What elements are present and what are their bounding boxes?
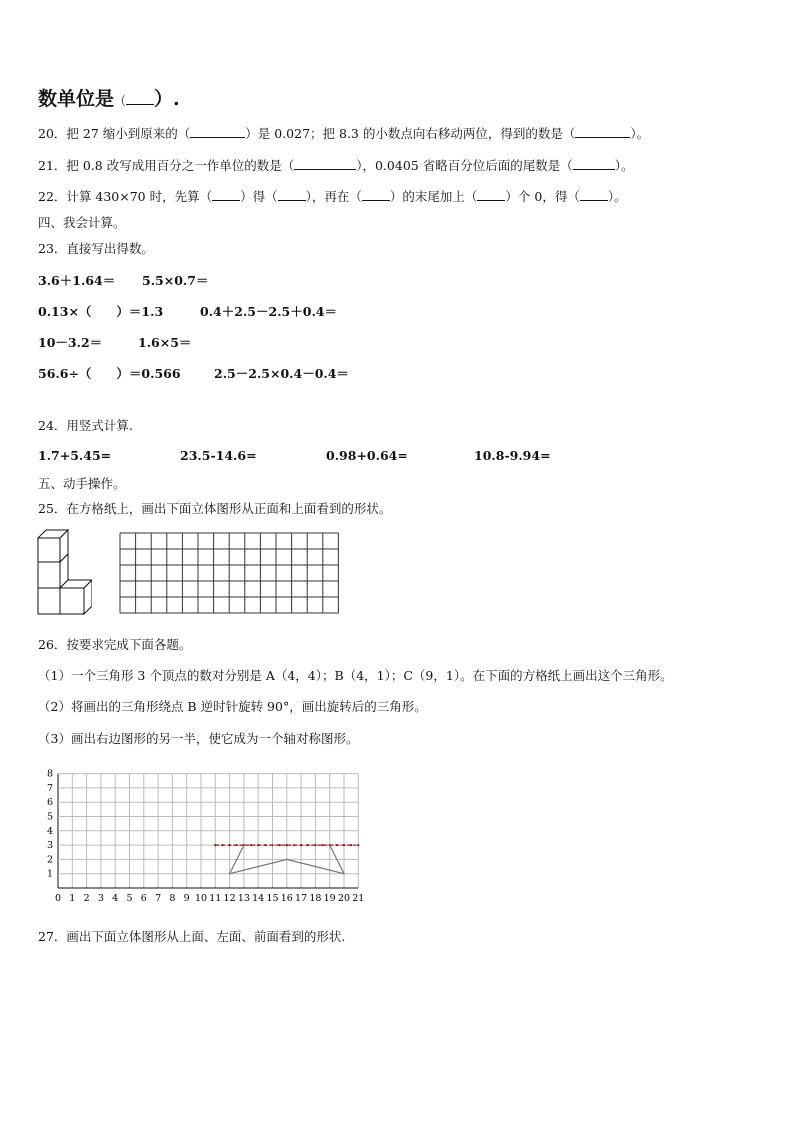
y-tick-label: 7 (46, 782, 54, 794)
section-4-heading: 四、我会计算。 (38, 215, 126, 230)
x-tick-label: 5 (126, 893, 133, 904)
x-tick-label: 4 (112, 893, 119, 904)
question-22: 22．计算 430×70 时，先算（ ）得（ ），再在（ ）的末尾加上（ ）个 0，得（ ）。 (38, 189, 627, 204)
y-tick-label: 5 (46, 811, 54, 823)
answer-blank[interactable] (294, 158, 356, 170)
x-tick-label: 7 (155, 893, 162, 904)
x-tick-label: 16 (280, 893, 293, 904)
calc-item: 0.4＋2.5－2.5＋0.4＝ (200, 304, 337, 319)
x-tick-label: 9 (183, 893, 190, 904)
axis-dot (286, 844, 288, 846)
x-tick-label: 6 (140, 893, 147, 904)
y-tick-label: 3 (46, 840, 54, 852)
answer-blank[interactable] (580, 189, 608, 201)
axis-dot (214, 844, 216, 846)
axis-dot (350, 844, 352, 846)
answer-blank[interactable] (212, 189, 240, 201)
x-tick-label: 3 (97, 893, 104, 904)
answer-blank[interactable] (362, 189, 390, 201)
header-fragment: 数单位是（ ）. (38, 88, 180, 110)
axis-dot (250, 844, 252, 846)
question-26-sub1: （1）一个三角形 3 个顶点的数对分别是 A（4，4）；B（4，1）；C（9，1）。在下面的方格纸上画出这个三角形。 (38, 668, 673, 683)
x-tick-label: 13 (237, 893, 250, 904)
axis-dot (293, 844, 295, 846)
axis-dot (257, 844, 259, 846)
question-27-title: 27．画出下面立体图形从上面、左面、前面看到的形状. (38, 929, 346, 944)
calc-item: 10－3.2＝ (38, 335, 103, 350)
x-tick-label: 0 (54, 893, 62, 904)
x-tick-label: 1 (69, 893, 76, 904)
axis-dot (307, 844, 309, 846)
vertical-calc-item: 1.7+5.45= (38, 448, 112, 463)
x-tick-label: 18 (309, 893, 322, 904)
cube-stack-figure (36, 528, 92, 620)
x-tick-label: 20 (337, 893, 351, 904)
question-25-title: 25．在方格纸上，画出下面立体图形从正面和上面看到的形状。 (38, 501, 392, 516)
x-tick-label: 15 (266, 893, 279, 904)
answer-blank[interactable] (278, 189, 306, 201)
axis-dot (343, 844, 345, 846)
axis-dot (314, 844, 316, 846)
square-grid-paper[interactable] (118, 531, 340, 615)
calc-item: 3.6＋1.64＝ (38, 273, 116, 288)
calc-item: 2.5－2.5×0.4－0.4＝ (214, 366, 349, 381)
calc-item: 1.6×5＝ (138, 335, 192, 350)
axis-dot (321, 844, 323, 846)
question-21: 21．把 0.8 改写成用百分之一作单位的数是（ ），0.0405 省略百分位后面的尾数是（ ）。 (38, 158, 634, 173)
x-tick-label: 11 (209, 893, 222, 904)
axis-dot (264, 844, 266, 846)
axis-dot (271, 844, 273, 846)
axis-dot (236, 844, 238, 846)
x-tick-label: 14 (252, 893, 265, 904)
x-tick-label: 10 (194, 893, 208, 904)
axis-dot (336, 844, 338, 846)
calc-item: 0.13×（ ）＝1.3 (38, 304, 164, 319)
answer-blank[interactable] (575, 126, 630, 138)
x-tick-label: 8 (169, 893, 176, 904)
section-5-heading: 五、动手操作。 (38, 476, 126, 491)
axis-dot (229, 844, 231, 846)
x-tick-label: 19 (323, 893, 336, 904)
answer-blank[interactable] (573, 158, 615, 170)
answer-blank[interactable] (190, 126, 245, 138)
vertical-calc-item: 0.98+0.64= (326, 448, 408, 463)
question-20: 20．把 27 缩小到原来的（ ）是 0.027；把 8.3 的小数点向右移动两位，得到的数是（ ）。 (38, 126, 650, 141)
x-tick-label: 17 (295, 893, 308, 904)
calc-item: 56.6÷（ ）＝0.566 (38, 366, 181, 381)
y-tick-label: 2 (46, 854, 54, 866)
axis-dot (279, 844, 281, 846)
axis-dot (221, 844, 223, 846)
answer-blank[interactable] (126, 93, 154, 105)
question-26-sub3: （3）画出右边图形的另一半，使它成为一个轴对称图形。 (38, 731, 359, 746)
calc-item: 5.5×0.7＝ (142, 273, 209, 288)
y-tick-label: 6 (46, 797, 54, 809)
question-24-title: 24．用竖式计算. (38, 418, 133, 433)
axis-dot (300, 844, 302, 846)
y-tick-label: 1 (46, 868, 54, 880)
question-26-sub2: （2）将画出的三角形绕点 B 逆时针旋转 90°，画出旋转后的三角形。 (38, 699, 427, 714)
y-tick-label: 4 (46, 825, 54, 837)
question-23-title: 23．直接写出得数。 (38, 241, 154, 256)
x-tick-label: 2 (83, 893, 90, 904)
x-tick-label: 12 (223, 893, 236, 904)
vertical-calc-item: 23.5-14.6= (180, 448, 257, 463)
question-26-title: 26．按要求完成下面各题。 (38, 637, 192, 652)
x-tick-label: 21 (352, 893, 365, 904)
coordinate-grid[interactable] (36, 764, 376, 908)
axis-dot (357, 844, 359, 846)
answer-blank[interactable] (477, 189, 505, 201)
vertical-calc-item: 10.8-9.94= (474, 448, 551, 463)
y-tick-label: 8 (46, 768, 54, 780)
